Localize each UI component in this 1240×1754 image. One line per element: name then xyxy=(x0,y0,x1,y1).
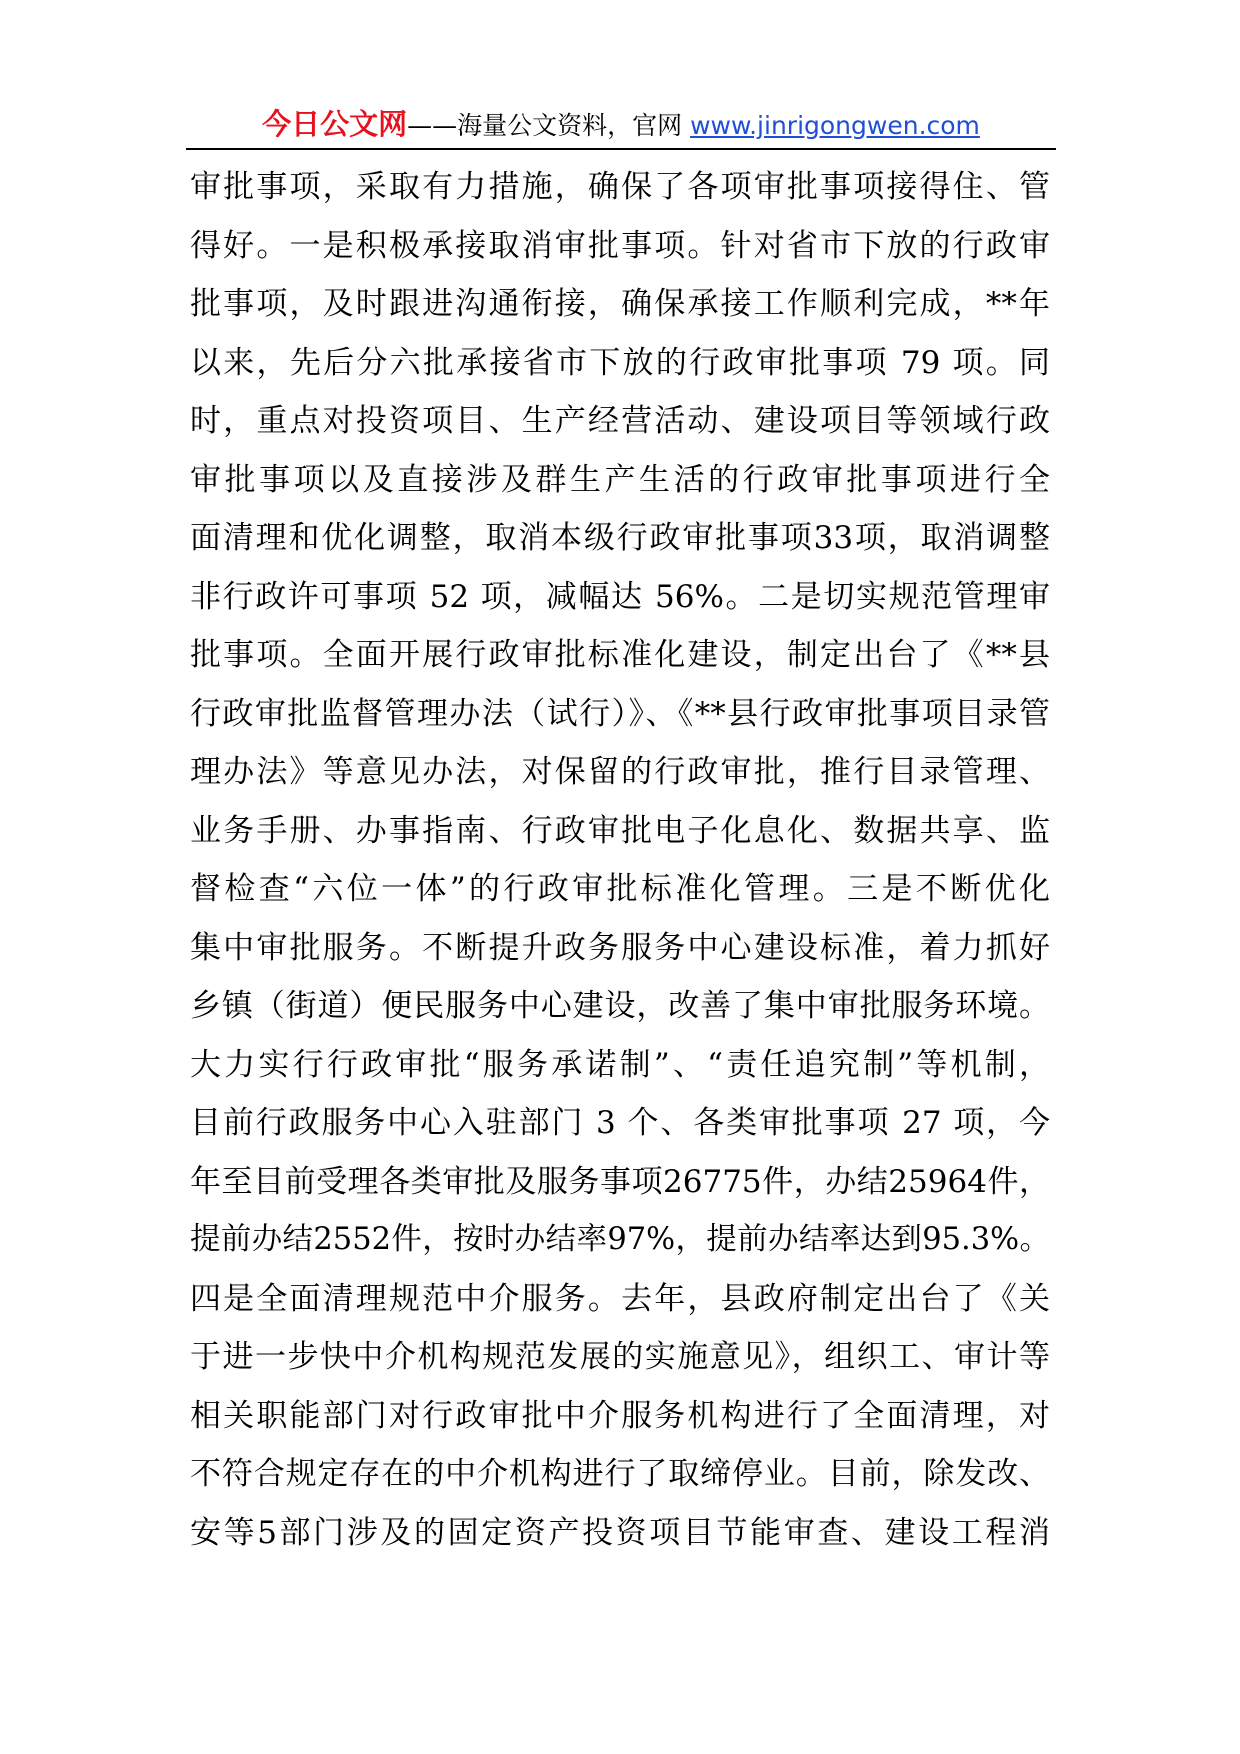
body-line: 审批事项，采取有力措施，确保了各项审批事项接得住、管 xyxy=(190,169,1050,205)
body-line: 行政审批监督管理办法（试行）》、《**县行政审批事项目录管 xyxy=(190,695,1050,732)
body-line: 四是全面清理规范中介服务。去年，县政府制定出台了《关 xyxy=(190,1280,1050,1317)
body-line: 集中审批服务。不断提升政务服务中心建设标准，着力抓好 xyxy=(190,929,1050,966)
header-divider xyxy=(186,148,1056,150)
body-line: 大力实行行政审批“服务承诺制”、“责任追究制”等机制， xyxy=(190,1046,1050,1083)
body-line: 年至目前受理各类审批及服务事项26775件，办结25964件， xyxy=(190,1163,1050,1200)
body-line: 业务手册、办事指南、行政审批电子化息化、数据共享、监 xyxy=(190,812,1050,849)
body-line: 乡镇（街道）便民服务中心建设，改善了集中审批服务环境。 xyxy=(190,988,1050,1024)
body-line: 理办法》等意见办法，对保留的行政审批，推行目录管理、 xyxy=(190,754,1050,790)
body-line: 安等5部门涉及的固定资产投资项目节能审查、建设工程消 xyxy=(190,1514,1050,1551)
body-line: 于进一步快中介机构规范发展的实施意见》，组织工、审计等 xyxy=(190,1339,1050,1375)
site-brand: 今日公文网 xyxy=(262,107,408,141)
site-tagline: ——海量公文资料，官网 xyxy=(407,111,691,140)
body-line: 目前行政服务中心入驻部门 3 个、各类审批事项 27 项，今 xyxy=(190,1105,1050,1141)
body-line: 面清理和优化调整，取消本级行政审批事项33项，取消调整 xyxy=(190,520,1050,556)
body-line: 以来，先后分六批承接省市下放的行政审批事项 79 项。同 xyxy=(190,344,1050,381)
site-url-link[interactable]: www.jinrigongwen.com xyxy=(690,111,980,140)
page-header xyxy=(186,104,1056,144)
body-line: 得好。一是积极承接取消审批事项。针对省市下放的行政审 xyxy=(190,227,1050,264)
body-line: 批事项。全面开展行政审批标准化建设，制定出台了《**县 xyxy=(190,637,1050,673)
body-line: 审批事项以及直接涉及群生产生活的行政审批事项进行全 xyxy=(190,461,1050,498)
body-line: 不符合规定存在的中介机构进行了取缔停业。目前，除发改、 xyxy=(190,1456,1050,1492)
body-line: 批事项，及时跟进沟通衔接，确保承接工作顺利完成，**年 xyxy=(190,286,1050,322)
body-line: 相关职能部门对行政审批中介服务机构进行了全面清理，对 xyxy=(190,1397,1050,1434)
body-line: 时，重点对投资项目、生产经营活动、建设项目等领域行政 xyxy=(190,403,1050,439)
body-line: 提前办结2552件，按时办结率97%，提前办结率达到95.3%。 xyxy=(190,1222,1050,1257)
body-line: 非行政许可事项 52 项，减幅达 56%。二是切实规范管理审 xyxy=(190,578,1050,615)
body-line: 督检查“六位一体”的行政审批标准化管理。三是不断优化 xyxy=(190,871,1050,907)
document-body xyxy=(190,158,1050,1562)
